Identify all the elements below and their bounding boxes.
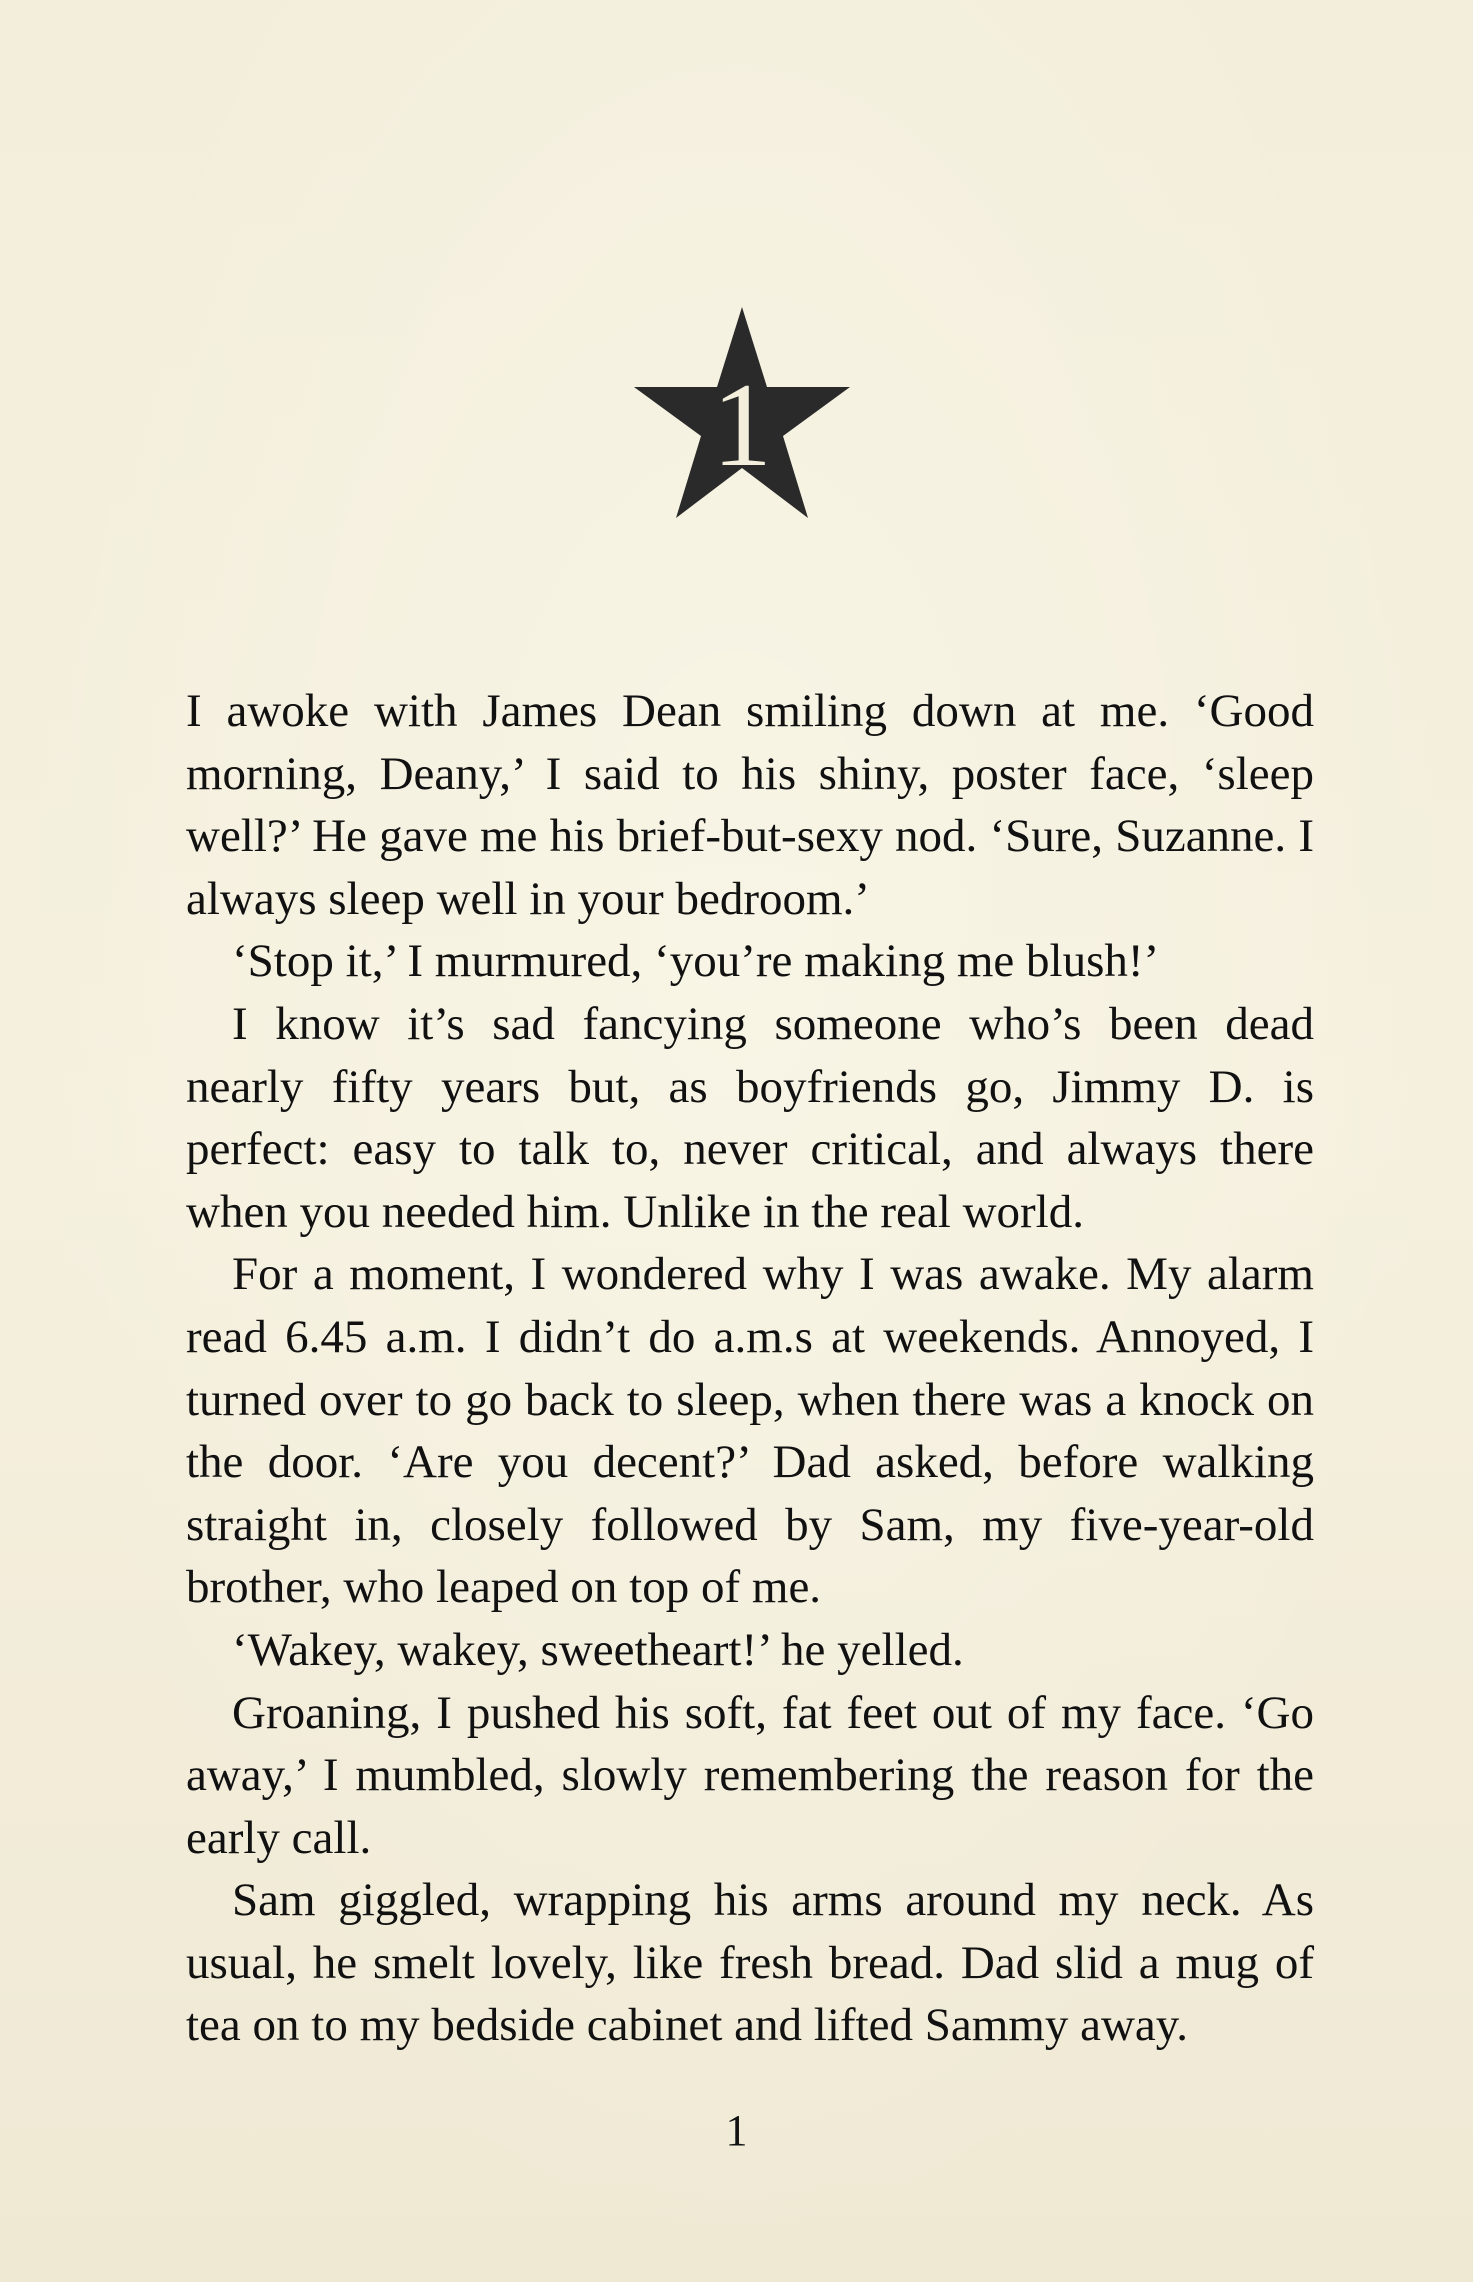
chapter-star-icon (632, 305, 852, 520)
paragraph: I know it’s sad fancying someone who’s been dead nearly fifty years but, as boyfriends go, Jimmy D. is perfect: easy to talk to, never critical, and always there when you needed him. Unlike in the real world. (186, 997, 1314, 1238)
paragraph: Groaning, I pushed his soft, fat feet out of my face. ‘Go away,’ I mumbled, slowly remembering the reason for the early call. (186, 1686, 1314, 1864)
paragraph: ‘Stop it,’ I murmured, ‘you’re making me blush!’ (232, 935, 1160, 988)
paragraph: ‘Wakey, wakey, sweetheart!’ he yelled. (232, 1623, 964, 1676)
chapter-number: 1 (712, 358, 772, 491)
page-number: 1 (725, 2106, 748, 2155)
paragraph: I awoke with James Dean smiling down at me. ‘Good morning, Deany,’ I said to his shiny, poster face, ‘sleep well?’ He gave me his brief-but-sexy nod. ‘Sure, Suzanne. I always sleep well in your bedroom.’ (186, 685, 1314, 925)
paragraph: For a moment, I wondered why I was awake. My alarm read 6.45 a.m. I didn’t do a.m.s at weekends. Annoyed, I turned over to go back to sleep, when there was a knock on the door. ‘Are you decent?’ Dad asked, before walking straight in, closely followed by Sam, my five-year-old brother, who leaped on top of me. (186, 1248, 1314, 1614)
paragraph: Sam giggled, wrapping his arms around my neck. As usual, he smelt lovely, like fresh bread. Dad slid a mug of tea on to my bedside cabinet and lifted Sammy away. (186, 1874, 1314, 2052)
chapter-body (186, 680, 1314, 2057)
